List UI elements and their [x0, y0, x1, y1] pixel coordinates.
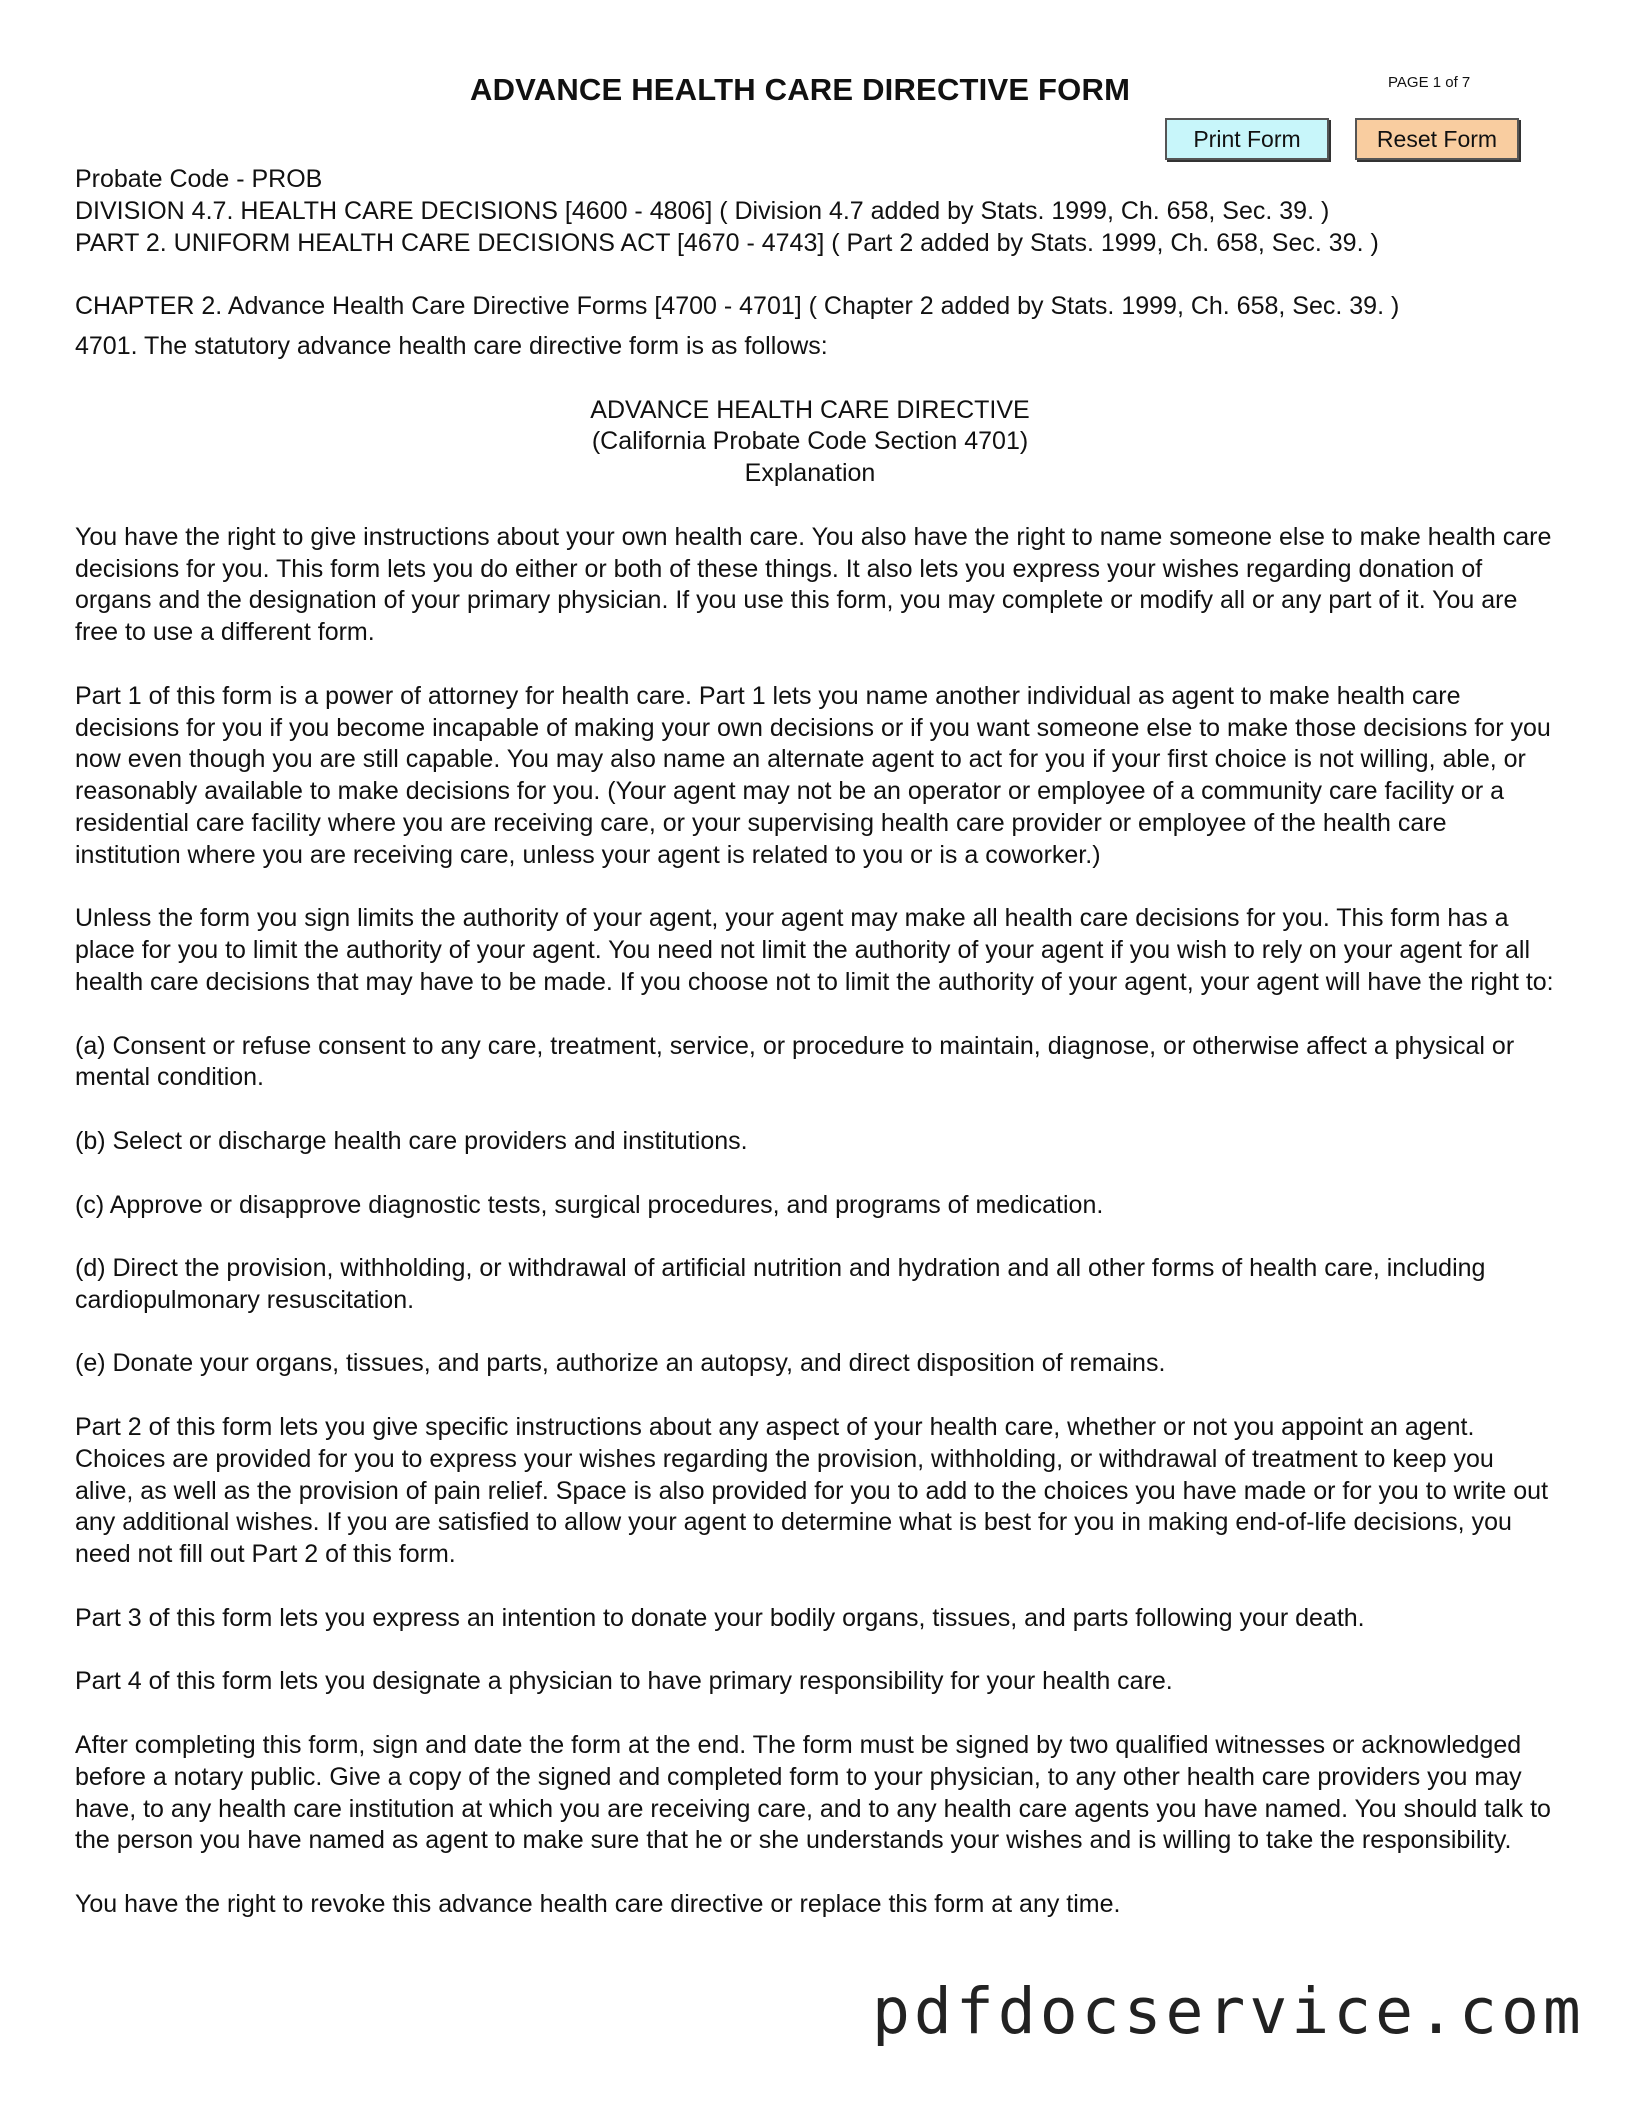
document-body [75, 164, 1555, 1953]
code-line-1: Probate Code - PROB [75, 165, 323, 193]
subtitle-line-3: Explanation [744, 459, 876, 488]
subtitle-line-2: (California Probate Code Section 4701) [591, 427, 1029, 456]
section-line: 4701. The statutory advance health care directive form is as follows: [75, 331, 828, 360]
paragraph-revoke: You have the right to revoke this advance health care directive or replace this form at any time. [75, 1890, 1121, 1919]
code-line-2: DIVISION 4.7. HEALTH CARE DECISIONS [4600 - 4806] ( Division 4.7 added by Stats. 1999, Ch. 658, Sec. 39. ) [75, 196, 1330, 225]
list-item-c: (c) Approve or disapprove diagnostic tests, surgical procedures, and programs of medication. [75, 1190, 1104, 1219]
list-item-a: (a) Consent or refuse consent to any care, treatment, service, or procedure to maintain, diagnose, or otherwise affect a physical or mental condition. [75, 1031, 1515, 1092]
form-title: ADVANCE HEALTH CARE DIRECTIVE FORM [470, 72, 1131, 107]
code-line-3: PART 2. UNIFORM HEALTH CARE DECISIONS ACT [4670 - 4743] ( Part 2 added by Stats. 1999, Ch. 658, Sec. 39. ) [75, 228, 1379, 257]
reset-form-button[interactable]: Reset Form [1355, 118, 1519, 160]
paragraph-part1: Part 1 of this form is a power of attorney for health care. Part 1 lets you name another individual as agent to make health care decisions for you if you become incapable of making your own decisions or if you want someone else to make those decisions for you now even though you are still capable. You may also name an alternate agent to act for you if your first choice is not willing, able, or reasonably available to make decisions for you. (Your agent may not be an operator or employee of a community care facility or a residential care facility where you are receiving care, or your supervising health care provider or employee of the health care institution where you are receiving care, unless your agent is related to you or is a coworker.) [75, 681, 1551, 869]
paragraph-authority: Unless the form you sign limits the authority of your agent, your agent may make all health care decisions for you. This form has a place for you to limit the authority of your agent. You need not limit the authority of your agent if you wish to rely on your agent for all health care decisions that may have to be made. If you choose not to limit the authority of your agent, your agent will have the right to: [75, 904, 1554, 996]
subtitle-line-1: ADVANCE HEALTH CARE DIRECTIVE [590, 395, 1030, 424]
page-number: PAGE 1 of 7 [1388, 74, 1471, 91]
list-item-d: (d) Direct the provision, withholding, or withdrawal of artificial nutrition and hydration and all other forms of health care, including cardiopulmonary resuscitation. [75, 1254, 1486, 1314]
paragraph-part2: Part 2 of this form lets you give specific instructions about any aspect of your health care, whether or not you appoint an agent. Choices are provided for you to express your wishes regarding the provision, withholding, or withdrawal of treatment to keep you alive, as well as the provision of pain relief. Space is also provided for you to add to the choices you have made or for you to write out any additional wishes. If you are satisfied to allow your agent to determine what is best for you in making end-of-life decisions, you need not fill out Part 2 of this form. [75, 1413, 1549, 1569]
watermark: pdfdocservice.com [872, 1975, 1585, 2048]
paragraph-intro: You have the right to give instructions about your own health care. You also have the right to name someone else to make health care decisions for you. This form lets you do either or both of these things. It also lets you express your wishes regarding donation of organs and the designation of your primary physician. If you use this form, you may complete or modify all or any part of it. You are free to use a different form. [75, 522, 1552, 647]
chapter-line: CHAPTER 2. Advance Health Care Directive Forms [4700 - 4701] ( Chapter 2 added by Stats. 1999, Ch. 658, Sec. 39. ) [75, 292, 1400, 321]
print-form-button[interactable]: Print Form [1165, 118, 1329, 160]
paragraph-part4: Part 4 of this form lets you designate a physician to have primary responsibility for your health care. [75, 1667, 1173, 1696]
list-item-b: (b) Select or discharge health care providers and institutions. [75, 1126, 748, 1155]
paragraph-signing: After completing this form, sign and date the form at the end. The form must be signed by two qualified witnesses or acknowledged before a notary public. Give a copy of the signed and completed form to your physician, to any other health care providers you may have, to any health care institution at which you are receiving care, and to any health care agents you have named. You should talk to the person you have named as agent to make sure that he or she understands your wishes and is willing to take the responsibility. [75, 1731, 1551, 1855]
paragraph-part3: Part 3 of this form lets you express an intention to donate your bodily organs, tissues, and parts following your death. [75, 1603, 1365, 1632]
list-item-e: (e) Donate your organs, tissues, and parts, authorize an autopsy, and direct disposition of remains. [75, 1349, 1166, 1378]
